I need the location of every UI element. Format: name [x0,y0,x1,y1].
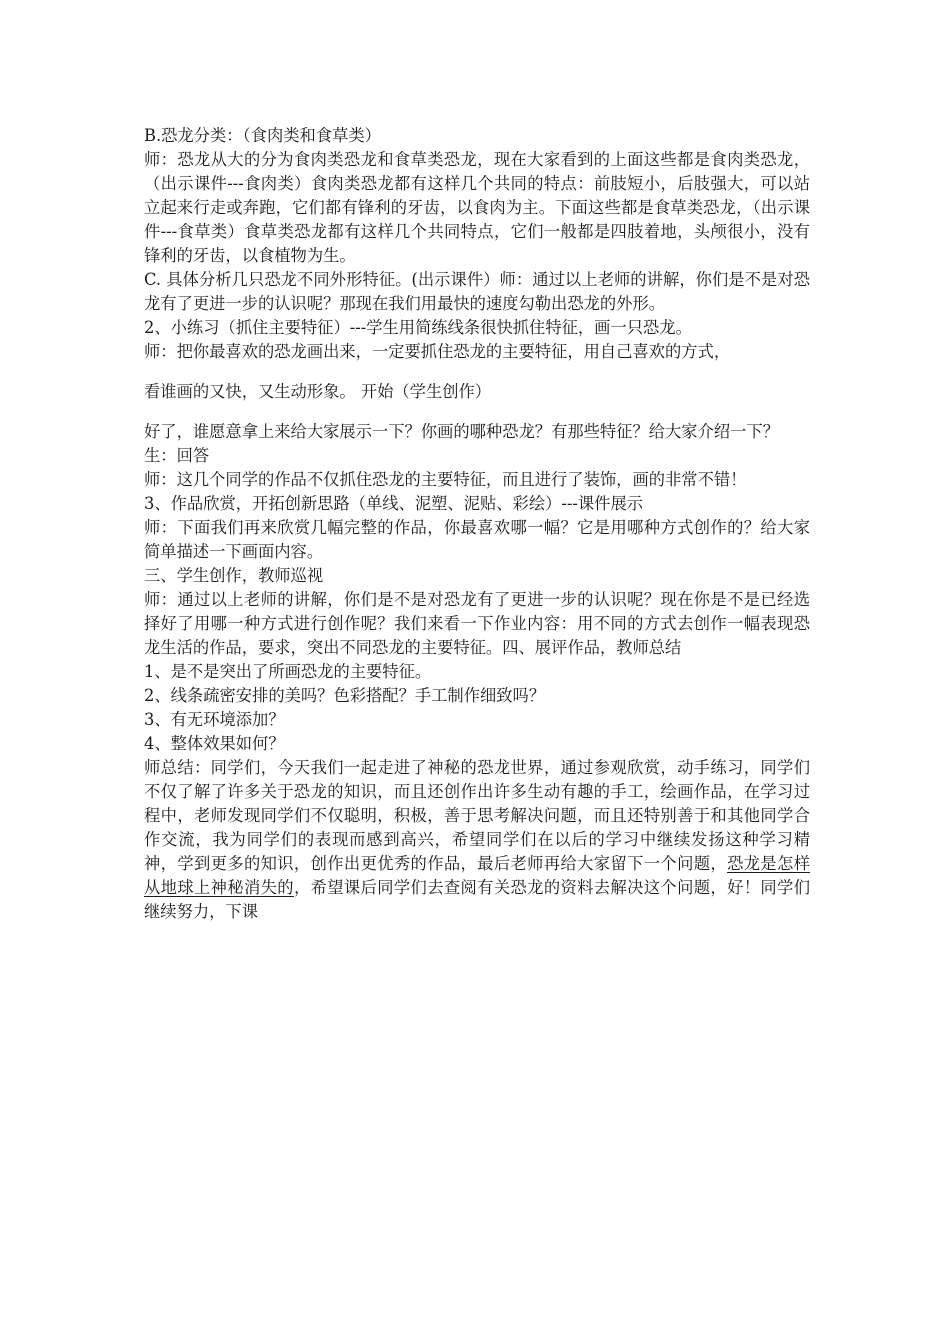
paragraph-small-exercise: 2、小练习（抓住主要特征）---学生用简练线条很快抓住特征，画一只恐龙。 [144,318,692,337]
paragraph-teacher-summary [144,756,810,924]
paragraph-teacher-classification: 师：恐龙从大的分为食肉类恐龙和食草类恐龙，现在大家看到的上面这些都是食肉类恐龙，（出示课件---食肉类）食肉类恐龙都有这样几个共同的特点：前肢短小，后肢强大，可以站立起来行走或奔跑，它们都有锋利的牙齿，以食肉为主。下面这些都是食草类恐龙，（出示课件---食草类）食草类恐龙都有这样几个共同特点，它们一般都是四肢着地，头颅很小，没有锋利的牙齿，以食植物为生。 [144,150,810,265]
paragraph-teacher-assignment: 师：通过以上老师的讲解，你们是不是对恐龙有了更进一步的认识呢？现在你是不是已经选择好了用哪一种方式进行创作呢？我们来看一下作业内容：用不同的方式去创作一幅表现恐龙生活的作品，要求，突出不同恐龙的主要特征。四、展评作品，教师总结 [144,590,810,657]
list-item-criterion-1: 1、是不是突出了所画恐龙的主要特征。 [144,662,432,681]
paragraph-teacher-draw-instruction: 师：把你最喜欢的恐龙画出来，一定要抓住恐龙的主要特征，用自己喜欢的方式， [144,342,731,361]
document-body [144,124,810,924]
list-item-criterion-4: 4、整体效果如何？ [144,734,285,753]
paragraph-student-answer: 生：回答 [144,446,210,465]
paragraph-work-appreciation: 3、作品欣赏，开拓创新思路（单线、泥塑、泥贴、彩绘）---课件展示 [144,494,644,513]
paragraph-dinosaur-classification-heading: B.恐龙分类：（食肉类和食草类） [144,126,381,145]
paragraph-start-creation: 看谁画的又快，又生动形象。 开始（学生创作） [144,382,492,401]
summary-text-after: ，希望课后同学们去查阅有关恐龙的资料去解决这个问题，好！同学们继续努力，下课 [144,878,810,921]
paragraph-shape-analysis: C. 具体分析几只恐龙不同外形特征。(出示课件）师：通过以上老师的讲解，你们是不是对恐龙有了更进一步的认识呢？那现在我们用最快的速度勾勒出恐龙的外形。 [144,270,810,313]
summary-text-before: 师总结：同学们，今天我们一起走进了神秘的恐龙世界，通过参观欣赏，动手练习，同学们不仅了解了许多关于恐龙的知识，而且还创作出许多生动有趣的手工，绘画作品，在学习过程中，老师发现同学们不仅聪明，积极，善于思考解决问题，而且还特别善于和其他同学合作交流，我为同学们的表现而感到高兴，希望同学们在以后的学习中继续发扬这种学习精神，学到更多的知识，创作出更优秀的作品，最后老师再给大家留下一个问题， [144,758,810,873]
list-item-criterion-2: 2、线条疏密安排的美吗？色彩搭配？手工制作细致吗？ [144,686,546,705]
paragraph-teacher-praise: 师：这几个同学的作品不仅抓住恐龙的主要特征，而且进行了装饰，画的非常不错！ [144,470,747,489]
paragraph-show-work: 好了，谁愿意拿上来给大家展示一下？你画的哪种恐龙？有那些特征？给大家介绍一下？ [144,422,779,441]
paragraph-student-creation-heading: 三、学生创作，教师巡视 [144,566,324,585]
paragraph-teacher-appreciation: 师：下面我们再来欣赏几幅完整的作品，你最喜欢哪一幅？它是用哪种方式创作的？给大家简单描述一下画面内容。 [144,518,810,561]
summary-underlined-question: 恐龙是怎样从地球上神秘消失的 [144,854,810,897]
list-item-criterion-3: 3、有无环境添加？ [144,710,285,729]
